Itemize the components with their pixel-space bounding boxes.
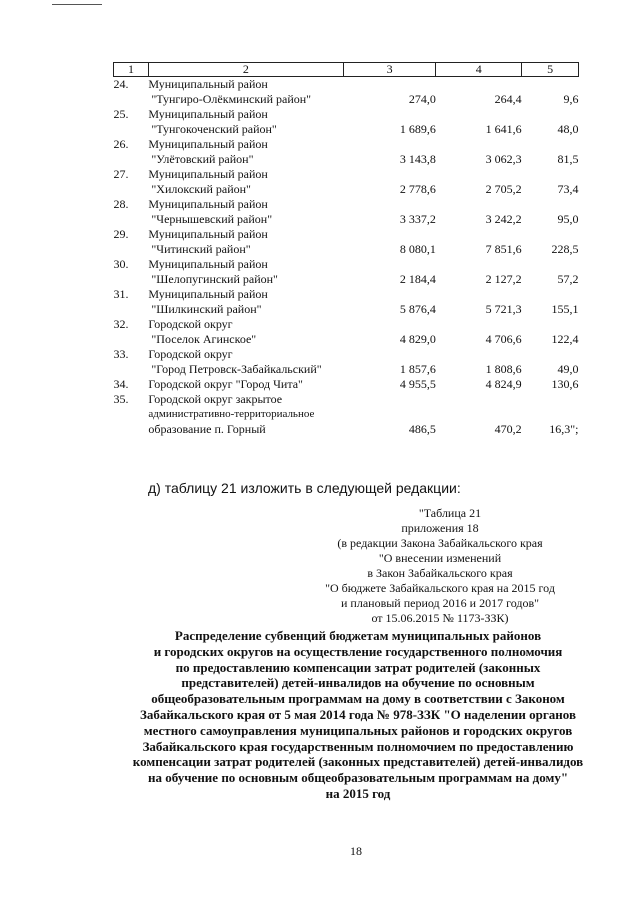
table-row bbox=[114, 107, 579, 137]
value-col5: 49,0 bbox=[557, 362, 579, 376]
value-col3: 1 689,6 bbox=[399, 122, 436, 136]
value-col3: 2 778,6 bbox=[399, 182, 436, 196]
value-col4: 264,4 bbox=[494, 92, 522, 106]
value-col5: 16,3"; bbox=[549, 422, 579, 436]
value-col5: 122,4 bbox=[551, 332, 579, 346]
row-number: 31. bbox=[113, 287, 129, 301]
value-col5: 155,1 bbox=[551, 302, 579, 316]
title-line: на обучение по основным общеобразовательным программам на дому" bbox=[147, 770, 569, 786]
table-row bbox=[114, 392, 579, 437]
title-line: на 2015 год bbox=[325, 785, 391, 801]
value-col4: 1 808,6 bbox=[485, 362, 522, 376]
table-row bbox=[114, 287, 579, 317]
row-name bbox=[148, 317, 343, 347]
row-number: 29. bbox=[113, 227, 129, 241]
value-col3: 486,5 bbox=[408, 422, 436, 436]
row-name-line1: Муниципальный район bbox=[148, 227, 268, 241]
title-line: местного самоуправления муниципальных районов и городских округов bbox=[143, 722, 573, 738]
row-name-line1: Городской округ закрытое bbox=[148, 392, 283, 406]
title-line: и городских округов на осуществление государственного полномочия bbox=[153, 643, 563, 659]
annotation-line: приложения 18 bbox=[401, 521, 479, 535]
value-col3: 8 080,1 bbox=[399, 242, 436, 256]
row-name-line2: "Чернышевский район" bbox=[151, 212, 273, 226]
row-number: 24. bbox=[113, 77, 129, 91]
value-col5: 130,6 bbox=[551, 377, 579, 391]
value-col4: 3 062,3 bbox=[485, 152, 522, 166]
row-number: 28. bbox=[113, 197, 129, 211]
row-number: 34. bbox=[113, 377, 129, 391]
title-line: компенсации затрат родителей (законных представителей) детей-инвалидов bbox=[132, 754, 584, 770]
title-line: по предоставлению компенсации затрат родителей (законных bbox=[175, 659, 541, 675]
row-name-line2: административно-территориальное bbox=[148, 408, 315, 420]
value-col5: 228,5 bbox=[551, 242, 579, 256]
value-col4: 4 706,6 bbox=[485, 332, 522, 346]
value-col3: 1 857,6 bbox=[399, 362, 436, 376]
header-cell: 4 bbox=[436, 63, 522, 77]
annotation-line: (в редакции Закона Забайкальского края bbox=[337, 536, 543, 550]
value-col4: 2 127,2 bbox=[485, 272, 522, 286]
row-name-line3: образование п. Горный bbox=[148, 422, 266, 436]
row-number: 35. bbox=[113, 392, 129, 406]
row-name-line2: "Город Петровск-Забайкальский" bbox=[151, 362, 322, 376]
value-col4: 3 242,2 bbox=[485, 212, 522, 226]
row-number: 25. bbox=[113, 107, 129, 121]
table-row bbox=[114, 317, 579, 347]
page-number: 18 bbox=[350, 844, 362, 858]
row-name-line1: Городской округ bbox=[148, 317, 233, 331]
value-col4: 470,2 bbox=[494, 422, 522, 436]
value-col3: 3 337,2 bbox=[399, 212, 436, 226]
header-cell: 5 bbox=[522, 63, 579, 77]
table-row bbox=[114, 227, 579, 257]
row-number: 33. bbox=[113, 347, 129, 361]
value-col5: 81,5 bbox=[557, 152, 579, 166]
value-col3: 5 876,4 bbox=[399, 302, 436, 316]
row-name bbox=[148, 77, 343, 108]
row-name bbox=[148, 107, 343, 137]
value-col3: 3 143,8 bbox=[399, 152, 436, 166]
row-number: 26. bbox=[113, 137, 129, 151]
row-name bbox=[148, 167, 343, 197]
annotation-line: "О бюджете Забайкальского края на 2015 год bbox=[325, 581, 555, 595]
table-header-row bbox=[114, 63, 579, 77]
row-number: 27. bbox=[113, 167, 129, 181]
value-col4: 5 721,3 bbox=[485, 302, 522, 316]
scan-edge-line bbox=[52, 0, 102, 5]
value-col4: 1 641,6 bbox=[485, 122, 522, 136]
row-name bbox=[148, 347, 343, 377]
row-name bbox=[148, 197, 343, 227]
title-line: Забайкальского края от 5 мая 2014 года № 978-ЗЗК "О наделении органов bbox=[140, 706, 576, 722]
row-name bbox=[148, 392, 343, 437]
title-line: общеобразовательным программам на дому в соответствии с Законом bbox=[151, 691, 565, 707]
header-cell: 1 bbox=[114, 63, 149, 77]
value-col5: 48,0 bbox=[557, 122, 579, 136]
table-row bbox=[114, 377, 579, 392]
table-title bbox=[108, 628, 608, 802]
row-name-line2: "Шелопугинский район" bbox=[151, 272, 278, 286]
value-col5: 95,0 bbox=[557, 212, 579, 226]
row-name bbox=[148, 287, 343, 317]
table-row bbox=[114, 257, 579, 287]
annotation-line: "О внесении изменений bbox=[378, 551, 502, 565]
row-name-line1: Муниципальный район bbox=[148, 197, 268, 211]
value-col5: 9,6 bbox=[563, 92, 579, 106]
row-name-line2: "Поселок Агинское" bbox=[151, 332, 257, 346]
row-name bbox=[148, 137, 343, 167]
annotation-line: в Закон Забайкальского края bbox=[367, 566, 513, 580]
row-name-line2: "Улётовский район" bbox=[151, 152, 254, 166]
value-col3: 4 829,0 bbox=[399, 332, 436, 346]
row-name bbox=[148, 257, 343, 287]
row-name-line1: Муниципальный район bbox=[148, 287, 268, 301]
annotation-line: "Таблица 21 bbox=[418, 506, 482, 520]
row-number: 30. bbox=[113, 257, 129, 271]
value-col4: 4 824,9 bbox=[485, 377, 522, 391]
row-name-line1: Муниципальный район bbox=[148, 77, 268, 91]
row-name-line1: Муниципальный район bbox=[148, 257, 268, 271]
row-name-text: Городской округ "Город Чита" bbox=[148, 377, 303, 391]
row-name-line2: "Читинский район" bbox=[151, 242, 251, 256]
amendment-paragraph: д) таблицу 21 изложить в следующей редакции: bbox=[148, 480, 461, 496]
annotation-line: и плановый период 2016 и 2017 годов" bbox=[340, 596, 540, 610]
table-row bbox=[114, 77, 579, 108]
table-annotation bbox=[290, 506, 590, 626]
row-name bbox=[148, 377, 343, 392]
annotation-line: от 15.06.2015 № 1173-ЗЗК) bbox=[371, 611, 509, 625]
table-row bbox=[114, 347, 579, 377]
value-col4: 2 705,2 bbox=[485, 182, 522, 196]
title-line: Распределение субвенций бюджетам муниципальных районов bbox=[174, 628, 542, 643]
value-col3: 4 955,5 bbox=[399, 377, 436, 391]
value-col3: 274,0 bbox=[408, 92, 436, 106]
value-col5: 57,2 bbox=[557, 272, 579, 286]
row-number: 32. bbox=[113, 317, 129, 331]
row-name-line1: Муниципальный район bbox=[148, 107, 268, 121]
value-col5: 73,4 bbox=[557, 182, 579, 196]
title-line: Забайкальского края государственным полномочием по предоставлению bbox=[142, 738, 574, 754]
row-name-line1: Муниципальный район bbox=[148, 167, 268, 181]
table-row bbox=[114, 137, 579, 167]
row-name-line2: "Тунгокоченский район" bbox=[151, 122, 277, 136]
row-name-line2: "Тунгиро-Олёкминский район" bbox=[151, 92, 312, 106]
row-name-line2: "Хилокский район" bbox=[151, 182, 251, 196]
value-col3: 2 184,4 bbox=[399, 272, 436, 286]
row-name-line1: Муниципальный район bbox=[148, 137, 268, 151]
value-col4: 7 851,6 bbox=[485, 242, 522, 256]
row-name-line2: "Шилкинский район" bbox=[151, 302, 262, 316]
header-cell: 2 bbox=[148, 63, 343, 77]
row-name bbox=[148, 227, 343, 257]
subvention-table bbox=[113, 62, 579, 437]
table-row bbox=[114, 167, 579, 197]
table-row bbox=[114, 197, 579, 227]
title-line: представителей) детей-инвалидов на обучение по основным bbox=[181, 675, 535, 691]
header-cell: 3 bbox=[343, 63, 436, 77]
row-name-line1: Городской округ bbox=[148, 347, 233, 361]
